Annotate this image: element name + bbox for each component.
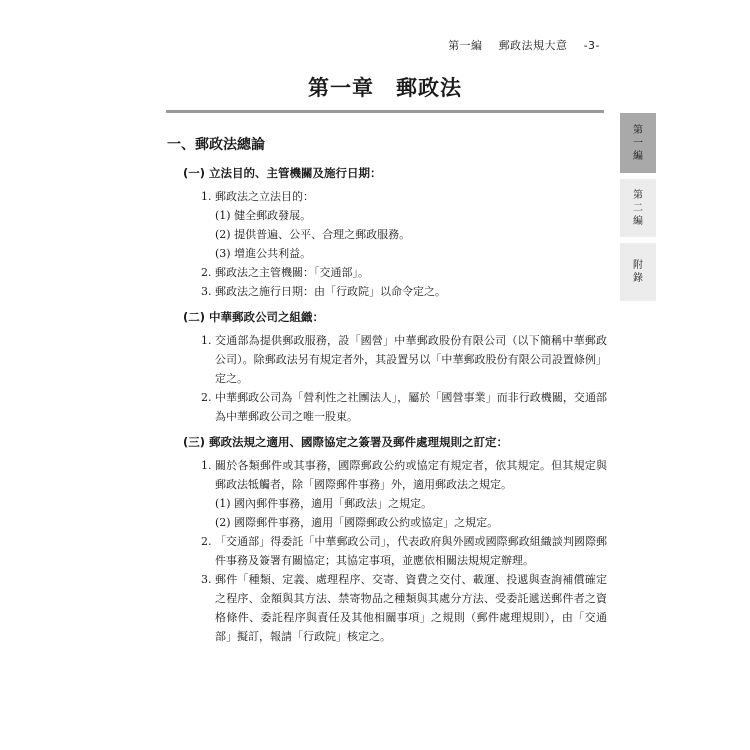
header-part: 第一編 — [448, 39, 483, 52]
item-text: 交通部為提供郵政服務，設「國營」中華郵政股份有限公司（以下簡稱中華郵政公司）。除郵政法另有規定者外，其設置另以「中華郵政股份有限公司設置條例」定之。 — [215, 334, 607, 385]
list-item — [201, 282, 607, 301]
tab-part-1[interactable] — [620, 113, 656, 173]
list-item — [201, 388, 607, 426]
tab-char: 二 — [633, 202, 643, 214]
section-heading: 一、郵政法總論 — [167, 137, 265, 153]
list-item — [201, 532, 607, 570]
item-number: 2. — [201, 535, 212, 548]
header-title: 郵政法規大意 — [498, 39, 568, 52]
list-item — [201, 187, 607, 206]
item-number: 1. — [201, 334, 212, 347]
list-item — [201, 331, 607, 388]
tab-char: 第 — [633, 124, 643, 136]
list-item — [201, 263, 607, 282]
sub-item: (3) 增進公共利益。 — [215, 247, 312, 260]
page-body — [167, 134, 607, 646]
page-number: -3- — [583, 39, 600, 52]
sub-item: (2) 國際郵件事務，適用「國際郵政公約或協定」之規定。 — [215, 516, 499, 529]
tab-char: 附 — [633, 260, 643, 271]
tab-char: 編 — [633, 215, 643, 227]
item-text: 關於各類郵件或其事務，國際郵政公約或協定有規定者，依其規定。但其規定與郵政法牴觸者，除「國際郵件事務」外，適用郵政法之規定。 — [215, 459, 607, 491]
chapter-title: 第一章 郵政法 — [308, 76, 462, 100]
list-item — [201, 456, 607, 494]
subsection-heading: (一) 立法目的、主管機關及施行日期： — [183, 166, 382, 180]
item-text: 「交通部」得委託「中華郵政公司」，代表政府與外國或國際郵政組織談判國際郵件事務及簽署有關協定；其協定事項，並應依相關法規規定辦理。 — [215, 535, 607, 567]
subsection-heading: (三) 郵政法規之適用、國際協定之簽署及郵件處理規則之訂定： — [183, 435, 509, 449]
item-text: 郵件「種類、定義、處理程序、交寄、資費之交付、載運、投遞與查詢補償確定之程序、金額與其方法、禁寄物品之種類與其處分方法、受委託遞送郵件者之資格條件、委託程序與責任及其他相關事項」之規則（郵件處理規則），由「交通部」擬訂，報請「行政院」核定之。 — [215, 573, 607, 643]
item-text: 郵政法之立法目的： — [215, 190, 314, 203]
item-text: 郵政法之施行日期：由「行政院」以命令定之。 — [215, 285, 446, 298]
subsection-heading: (二) 中華郵政公司之組織： — [183, 310, 325, 324]
tab-appendix[interactable] — [620, 243, 656, 301]
sub-item: (1) 健全郵政發展。 — [215, 209, 312, 222]
tab-part-2[interactable] — [620, 179, 656, 237]
item-number: 3. — [201, 573, 212, 586]
item-text: 郵政法之主管機關：「交通部」。 — [215, 266, 369, 279]
sub-item: (1) 國內郵件事務，適用「郵政法」之規定。 — [215, 497, 433, 510]
tab-char: 一 — [633, 137, 643, 149]
item-number: 2. — [201, 266, 212, 279]
item-number: 2. — [201, 391, 212, 404]
item-number: 1. — [201, 459, 212, 472]
running-header — [448, 37, 600, 53]
tab-char: 第 — [633, 189, 643, 201]
tab-char: 錄 — [633, 273, 643, 284]
sub-item: (2) 提供普遍、公平、合理之郵政服務。 — [215, 228, 411, 241]
tab-char: 編 — [633, 150, 643, 162]
item-text: 中華郵政公司為「營利性之社團法人」，屬於「國營事業」而非行政機關，交通部為中華郵政公司之唯一股東。 — [215, 391, 607, 423]
item-number: 3. — [201, 285, 212, 298]
item-number: 1. — [201, 190, 212, 203]
list-item — [201, 570, 607, 646]
chapter-divider — [166, 110, 604, 113]
